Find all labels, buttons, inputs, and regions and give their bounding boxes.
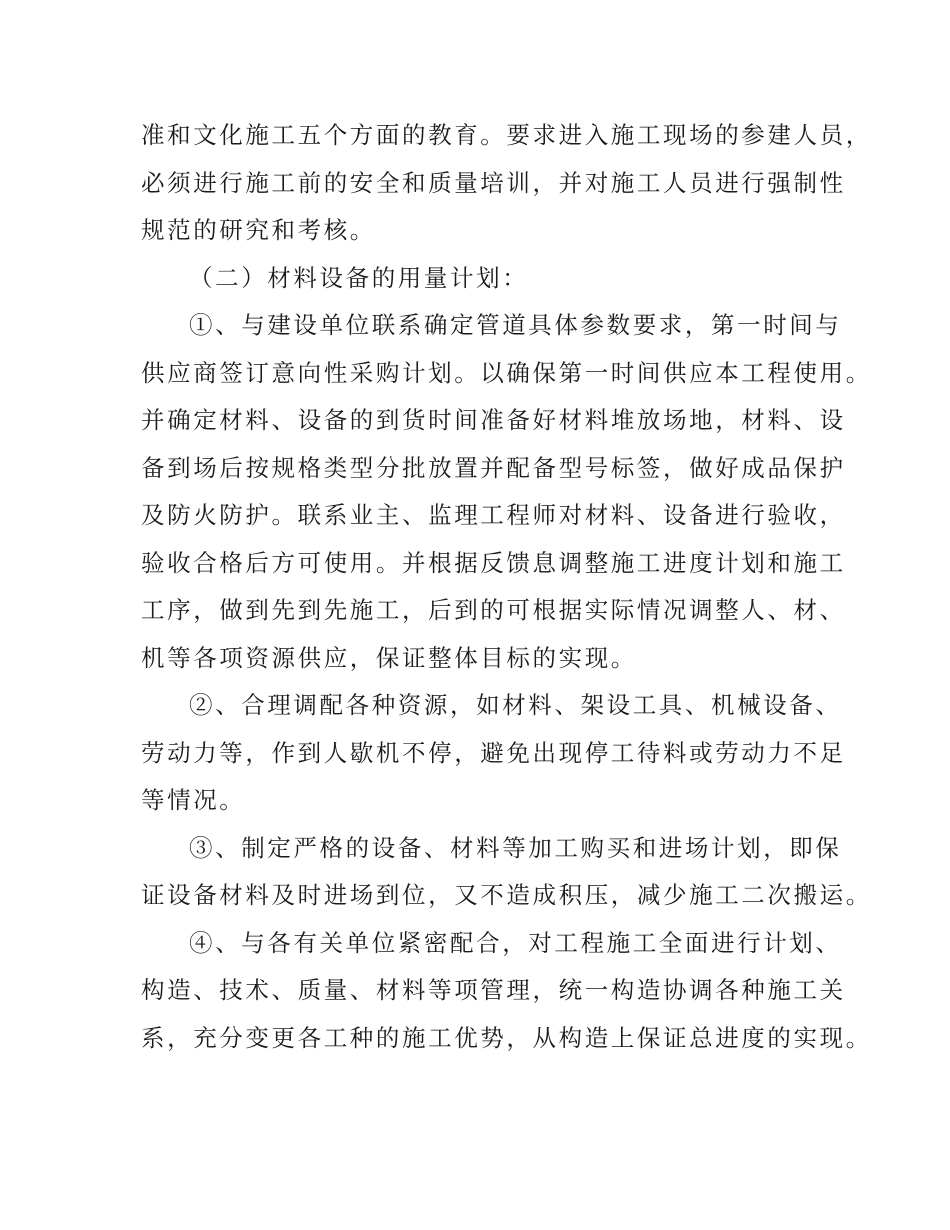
text-line: 准和文化施工五个方面的教育。要求进入施工现场的参建人员， (141, 121, 872, 149)
section-heading: （二）材料设备的用量计划： (189, 263, 529, 292)
text-line: 劳动力等，作到人歇机不停，避免出现停工待料或劳动力不足 (141, 738, 846, 767)
text-line: ③、制定严格的设备、材料等加工购买和进场计划，即保 (189, 833, 842, 862)
text-line: 必须进行施工前的安全和质量培训，并对施工人员进行强制性 (141, 168, 846, 197)
text-line: 及防火防护。联系业主、监理工程师对材料、设备进行验收， (141, 501, 846, 529)
text-line: ②、合理调配各种资源，如材料、架设工具、机械设备、 (189, 691, 842, 719)
paragraph-item-1 (141, 302, 872, 682)
paragraph-item-2 (141, 682, 846, 825)
text-line: 工序，做到先到先施工，后到的可根据实际情况调整人、材、 (141, 596, 846, 624)
paragraph-item-3 (141, 825, 872, 920)
text-line: 等情况。 (141, 786, 246, 814)
document-body (141, 112, 872, 1062)
text-line: ①、与建设单位联系确定管道具体参数要求，第一时间与 (189, 311, 842, 339)
text-line: 机等各项资源供应，保证整体目标的实现。 (141, 643, 637, 672)
text-line: 构造、技术、质量、材料等项管理，统一构造协调各种施工关 (141, 976, 846, 1004)
text-line: ④、与各有关单位紧密配合，对工程施工全面进行计划、 (189, 928, 842, 957)
text-line: 系，充分变更各工种的施工优势，从构造上保证总进度的实现。 (141, 1023, 872, 1052)
text-line: 并确定材料、设备的到货时间准备好材料堆放场地，材料、设 (141, 406, 846, 434)
text-line: 证设备材料及时进场到位，又不造成积压，减少施工二次搬运。 (141, 881, 872, 909)
text-line: 规范的研究和考核。 (141, 216, 376, 244)
text-line: 验收合格后方可使用。并根据反馈息调整施工进度计划和施工 (141, 548, 846, 577)
text-line: 供应商签订意向性采购计划。以确保第一时间供应本工程使用。 (141, 358, 872, 387)
paragraph-intro (141, 112, 872, 255)
paragraph-item-4 (141, 920, 872, 1063)
text-line: 备到场后按规格类型分批放置并配备型号标签，做好成品保护 (141, 453, 846, 482)
